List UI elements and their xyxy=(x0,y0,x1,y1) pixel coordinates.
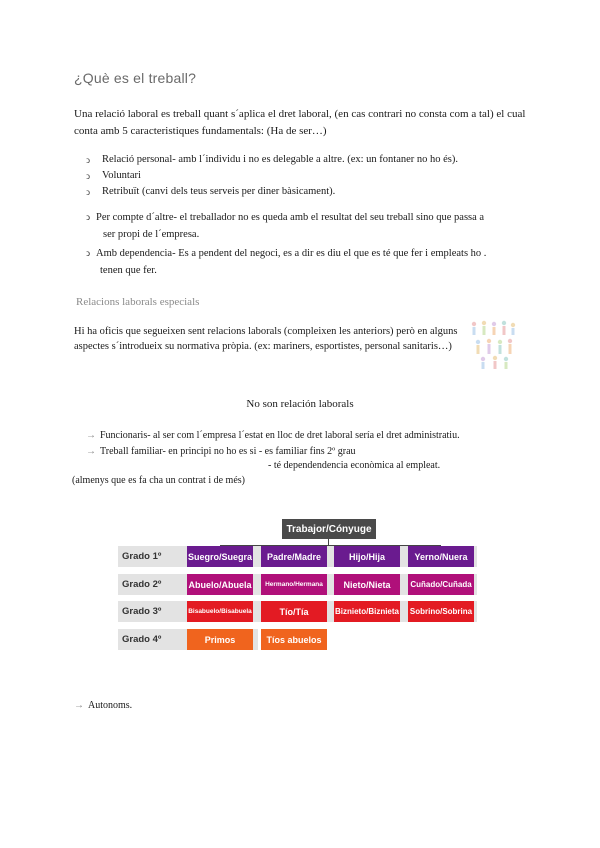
characteristics-list xyxy=(86,152,526,200)
arrow-icon: → xyxy=(74,700,84,711)
kinship-cell: Suegro/Suegra xyxy=(187,546,253,567)
kinship-cell: Tíos abuelos xyxy=(261,629,327,650)
list-item: → Treball familiar- en principi no ho es si - es familiar fins 2º grau xyxy=(86,446,356,457)
list-item: ↄ Retribuït (canvi dels teus serveis per diner bàsicament). xyxy=(86,184,526,200)
kinship-cell: Cuñado/Cuñada xyxy=(408,574,474,595)
kinship-cell: Nieto/Nieta xyxy=(334,574,400,595)
list-item: ↄ Per compte d´altre- el treballador no es queda amb el resultat del seu treball sino que passa a ser propi de l´empresa. xyxy=(86,212,485,240)
bullet-marker: ↄ xyxy=(86,171,90,181)
kinship-cell: Padre/Madre xyxy=(261,546,327,567)
kinship-cell: Hermano/Hermana xyxy=(261,574,327,595)
page-title: ¿Què es el treball? xyxy=(74,70,197,86)
kinship-cell: Sobrino/Sobrina xyxy=(408,601,474,622)
bullet-marker: ↄ xyxy=(86,187,90,197)
bullet-marker: ↄ xyxy=(86,212,90,222)
grade-label: Grado 4º xyxy=(122,634,162,645)
grade-label: Grado 2º xyxy=(122,579,162,590)
kinship-cell: Hijo/Hija xyxy=(334,546,400,567)
familiar-note: (almenys que es fa cha un contrat i de més) xyxy=(72,475,245,486)
list-item: → Funcionaris- al ser com l´empresa l´estat en lloc de dret laboral sería el dret administratiu. xyxy=(86,430,460,441)
bullet-marker: ↄ xyxy=(86,155,90,165)
kinship-cell: Biznieto/Biznieta xyxy=(334,601,400,622)
no-relation-title: No son relación laborals xyxy=(246,398,354,410)
familiar-continuation: - té dependendencia econòmica al empleat. xyxy=(268,460,441,471)
list-item: ↄ Relació personal- amb l´individu i no es delegable a altre. (ex: un fontaner no ho és). xyxy=(86,152,526,168)
kinship-cell: Primos xyxy=(187,629,253,650)
list-item: ↄ Amb dependencia- Es a pendent del negoci, es a dir es diu el que es té que fer i empleats ho . tenen que fer. xyxy=(86,248,487,276)
special-relations-paragraph: Hi ha oficis que segueixen sent relacions laborals (compleixen les anteriors) però en alguns aspectes s´introdueix su normativa pròpia. (ex: mariners, esportistes, personal sanitaris…) xyxy=(74,326,458,352)
people-illustration xyxy=(468,318,518,370)
arrow-icon: → xyxy=(86,430,96,441)
bullet-marker: ↄ xyxy=(86,248,90,258)
grade-label: Grado 3º xyxy=(122,606,162,617)
intro-paragraph: Una relació laboral es treball quant s´aplica el dret laboral, (en cas contrari no consta com a tal) el cual conta amb 5 caracteristiques fundamentals: (Ha de ser…) xyxy=(74,108,526,137)
kinship-cell: Bisabuelo/Bisabuela xyxy=(187,601,253,622)
section-title: Relacions laborals especials xyxy=(76,296,200,308)
grade-label: Grado 1º xyxy=(122,551,162,562)
list-item: ↄ Voluntari xyxy=(86,168,526,184)
kinship-cell: Yerno/Nuera xyxy=(408,546,474,567)
arrow-icon: → xyxy=(86,446,96,457)
kinship-cell: Abuelo/Abuela xyxy=(187,574,253,595)
kinship-cell: Tío/Tía xyxy=(261,601,327,622)
kinship-header: Trabajor/Cónyuge xyxy=(282,519,376,539)
list-item: → Autonoms. xyxy=(74,700,133,711)
